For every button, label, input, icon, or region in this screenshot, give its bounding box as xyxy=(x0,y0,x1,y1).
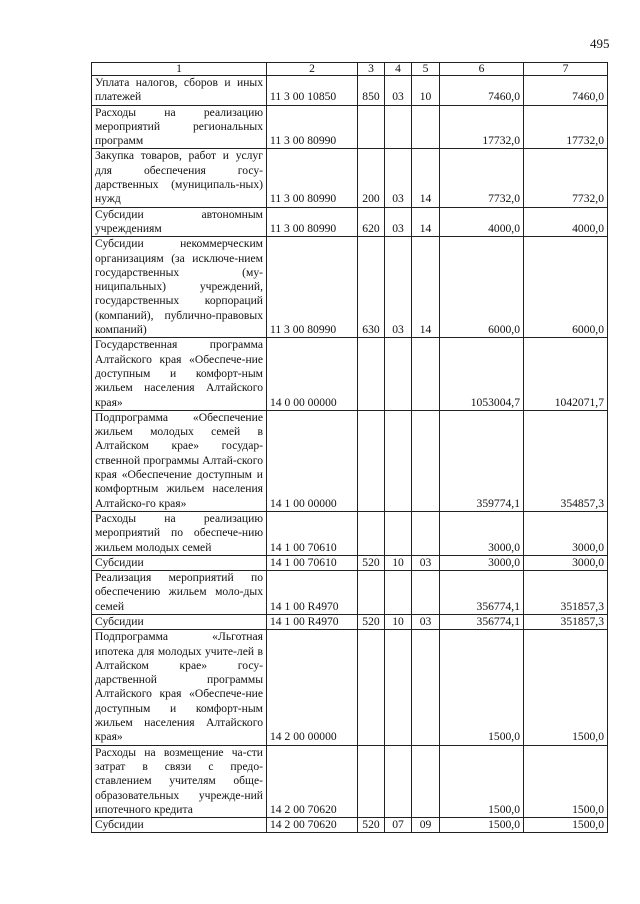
row-amount-year1-cell: 1500,0 xyxy=(440,630,524,745)
row-code-cell: 14 0 00 00000 xyxy=(267,338,358,410)
row-name-cell: Субсидии автономным учреждениям xyxy=(92,207,267,237)
row-name-cell: Подпрограмма «Обеспечение жильем молодых семей в Алтайском крае» государ-ственной программы Алтай-ского края «Обеспечение доступным и комфортным жильем населения Алтайско-го края» xyxy=(92,410,267,511)
row-subsection-cell xyxy=(412,745,440,817)
row-name-cell: Расходы на реализацию мероприятий по обеспече-нию жильем молодых семей xyxy=(92,511,267,555)
column-header: 4 xyxy=(385,63,412,76)
row-section-cell: 03 xyxy=(385,237,412,338)
row-name-cell: Субсидии xyxy=(92,614,267,629)
row-name-cell: Субсидии xyxy=(92,818,267,833)
table-row xyxy=(92,571,608,615)
row-section-cell xyxy=(385,338,412,410)
column-header: 1 xyxy=(92,63,267,76)
row-subsection-cell xyxy=(412,511,440,555)
row-amount-year1-cell: 356774,1 xyxy=(440,614,524,629)
row-expense-type-cell: 200 xyxy=(358,149,385,207)
row-subsection-cell: 03 xyxy=(412,555,440,570)
row-section-cell: 03 xyxy=(385,76,412,106)
row-amount-year2-cell: 354857,3 xyxy=(524,410,608,511)
row-name-cell: Реализация мероприятий по обеспечению жильем моло-дых семей xyxy=(92,571,267,615)
table-row xyxy=(92,237,608,338)
row-subsection-cell: 03 xyxy=(412,614,440,629)
row-subsection-cell: 14 xyxy=(412,237,440,338)
row-expense-type-cell: 520 xyxy=(358,614,385,629)
row-amount-year1-cell: 1053004,7 xyxy=(440,338,524,410)
row-code-cell: 11 3 00 80990 xyxy=(267,105,358,149)
row-amount-year2-cell: 1500,0 xyxy=(524,745,608,817)
row-code-cell: 14 1 00 00000 xyxy=(267,410,358,511)
row-amount-year2-cell: 7732,0 xyxy=(524,149,608,207)
row-amount-year2-cell: 17732,0 xyxy=(524,105,608,149)
row-amount-year1-cell: 1500,0 xyxy=(440,818,524,833)
row-subsection-cell xyxy=(412,630,440,745)
table-row xyxy=(92,818,608,833)
row-amount-year1-cell: 7732,0 xyxy=(440,149,524,207)
row-name-cell: Субсидии некоммерческим организациям (за исключе-нием государственных (му-ниципальных) учреждений, государственных корпораций (компаний), публично-правовых компаний) xyxy=(92,237,267,338)
row-amount-year2-cell: 1500,0 xyxy=(524,818,608,833)
table-row xyxy=(92,555,608,570)
row-amount-year2-cell: 1042071,7 xyxy=(524,338,608,410)
table-header-row xyxy=(92,63,608,76)
table-row xyxy=(92,614,608,629)
row-expense-type-cell xyxy=(358,745,385,817)
row-subsection-cell: 14 xyxy=(412,207,440,237)
row-expense-type-cell: 520 xyxy=(358,555,385,570)
row-code-cell: 14 2 00 00000 xyxy=(267,630,358,745)
row-name-cell: Субсидии xyxy=(92,555,267,570)
row-name-cell: Расходы на возмещение ча-сти затрат в связи с предо-ставлением учителям обще-образовательных учрежде-ний ипотечного кредита xyxy=(92,745,267,817)
row-expense-type-cell xyxy=(358,571,385,615)
row-code-cell: 11 3 00 10850 xyxy=(267,76,358,106)
row-code-cell: 11 3 00 80990 xyxy=(267,149,358,207)
row-subsection-cell xyxy=(412,410,440,511)
row-subsection-cell xyxy=(412,571,440,615)
row-code-cell: 14 1 00 R4970 xyxy=(267,614,358,629)
row-subsection-cell xyxy=(412,338,440,410)
table-row xyxy=(92,511,608,555)
row-expense-type-cell: 620 xyxy=(358,207,385,237)
row-section-cell: 07 xyxy=(385,818,412,833)
row-subsection-cell: 10 xyxy=(412,76,440,106)
row-amount-year1-cell: 7460,0 xyxy=(440,76,524,106)
column-header: 2 xyxy=(267,63,358,76)
table-row xyxy=(92,105,608,149)
row-amount-year2-cell: 351857,3 xyxy=(524,614,608,629)
row-amount-year2-cell: 4000,0 xyxy=(524,207,608,237)
table-row xyxy=(92,630,608,745)
table-row xyxy=(92,149,608,207)
budget-table xyxy=(91,62,608,833)
row-expense-type-cell xyxy=(358,511,385,555)
row-amount-year1-cell: 4000,0 xyxy=(440,207,524,237)
page-number: 495 xyxy=(590,36,610,51)
row-section-cell xyxy=(385,745,412,817)
row-amount-year1-cell: 3000,0 xyxy=(440,511,524,555)
row-expense-type-cell xyxy=(358,338,385,410)
row-subsection-cell: 09 xyxy=(412,818,440,833)
row-section-cell xyxy=(385,410,412,511)
row-name-cell: Уплата налогов, сборов и иных платежей xyxy=(92,76,267,106)
row-code-cell: 11 3 00 80990 xyxy=(267,207,358,237)
row-section-cell xyxy=(385,511,412,555)
row-section-cell xyxy=(385,630,412,745)
row-section-cell: 10 xyxy=(385,614,412,629)
row-section-cell: 03 xyxy=(385,207,412,237)
row-expense-type-cell: 630 xyxy=(358,237,385,338)
row-name-cell: Подпрограмма «Льготная ипотека для молодых учите-лей в Алтайском крае» госу-дарственной программы Алтайского края «Обеспече-ние доступным и комфорт-ным жильем населения Алтайского края» xyxy=(92,630,267,745)
row-subsection-cell: 14 xyxy=(412,149,440,207)
row-amount-year1-cell: 17732,0 xyxy=(440,105,524,149)
column-header: 5 xyxy=(412,63,440,76)
row-code-cell: 14 2 00 70620 xyxy=(267,745,358,817)
row-amount-year2-cell: 3000,0 xyxy=(524,555,608,570)
row-name-cell: Расходы на реализацию мероприятий региональных программ xyxy=(92,105,267,149)
table-body xyxy=(92,76,608,833)
row-expense-type-cell: 850 xyxy=(358,76,385,106)
column-header: 6 xyxy=(440,63,524,76)
column-header: 3 xyxy=(358,63,385,76)
row-code-cell: 14 2 00 70620 xyxy=(267,818,358,833)
table-row xyxy=(92,207,608,237)
row-name-cell: Государственная программа Алтайского края «Обеспече-ние доступным и комфорт-ным жильем населения Алтайского края» xyxy=(92,338,267,410)
row-amount-year2-cell: 351857,3 xyxy=(524,571,608,615)
table-row xyxy=(92,745,608,817)
row-amount-year1-cell: 359774,1 xyxy=(440,410,524,511)
row-amount-year1-cell: 6000,0 xyxy=(440,237,524,338)
row-expense-type-cell: 520 xyxy=(358,818,385,833)
row-name-cell: Закупка товаров, работ и услуг для обеспечения госу-дарственных (муниципаль-ных) нужд xyxy=(92,149,267,207)
row-expense-type-cell xyxy=(358,410,385,511)
row-code-cell: 11 3 00 80990 xyxy=(267,237,358,338)
row-amount-year2-cell: 3000,0 xyxy=(524,511,608,555)
table-row xyxy=(92,410,608,511)
row-amount-year2-cell: 6000,0 xyxy=(524,237,608,338)
table-row xyxy=(92,338,608,410)
row-section-cell xyxy=(385,571,412,615)
row-code-cell: 14 1 00 R4970 xyxy=(267,571,358,615)
row-amount-year1-cell: 1500,0 xyxy=(440,745,524,817)
row-code-cell: 14 1 00 70610 xyxy=(267,555,358,570)
row-amount-year1-cell: 356774,1 xyxy=(440,571,524,615)
row-amount-year2-cell: 1500,0 xyxy=(524,630,608,745)
row-amount-year1-cell: 3000,0 xyxy=(440,555,524,570)
row-expense-type-cell xyxy=(358,630,385,745)
row-subsection-cell xyxy=(412,105,440,149)
row-section-cell: 10 xyxy=(385,555,412,570)
column-header: 7 xyxy=(524,63,608,76)
row-amount-year2-cell: 7460,0 xyxy=(524,76,608,106)
row-code-cell: 14 1 00 70610 xyxy=(267,511,358,555)
row-section-cell xyxy=(385,105,412,149)
row-expense-type-cell xyxy=(358,105,385,149)
table-row xyxy=(92,76,608,106)
row-section-cell: 03 xyxy=(385,149,412,207)
